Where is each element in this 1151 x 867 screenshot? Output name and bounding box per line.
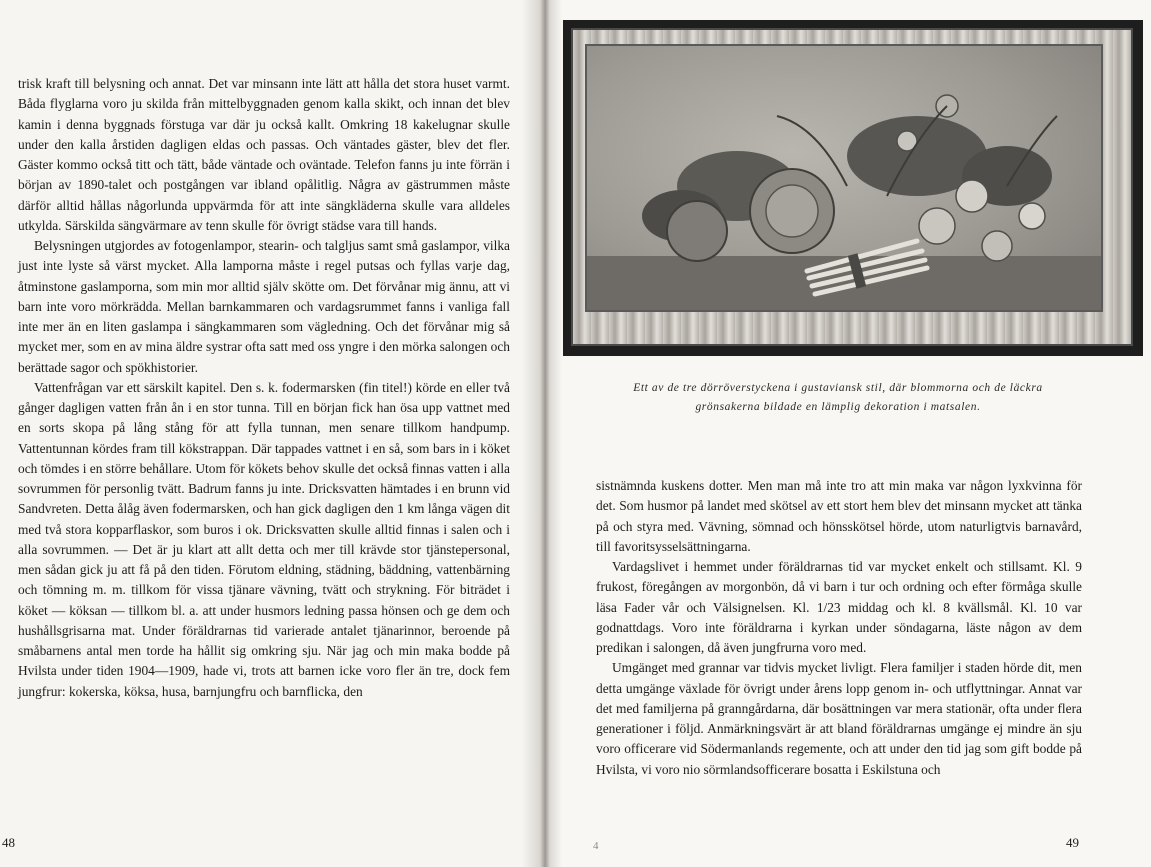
page-number-left: 48 [2,835,15,850]
paragraph: Vardagslivet i hemmet under föräldrarnas tid var mycket enkelt och stillsamt. Kl. 9 frukost, föregången av morgonbön, då vi barn i tur och ordning och efter förmåga skulle läsa Fader vår och Välsignelsen. Kl. 1/23 middag och kl. 8 kvällsmål. Kl. 10 var godnattdags. Voro inte föräldrarna i kyrkan under söndagarna, läste någon av dem predikan i salongen, då även jungfrurna voro med. [596,559,1082,655]
signature-mark: 4 [593,840,599,852]
page-number-right: 49 [1066,835,1079,850]
still-life-illustration [587,46,1101,310]
paragraph: sistnämnda kuskens dotter. Men man må inte tro att min maka var någon lyxkvinna för det. Som husmor på landet med skötsel av ett stort hem blev det minsann mycket att tänka på och styra med. Vävning, sömnad och hönsskötsel hörde, utom naturligtvis barnavård, till favoritsysselsättningarna. [596,478,1082,554]
paragraph: trisk kraft till belysning och annat. Det var minsann inte lätt att hålla det stora huset varmt. Båda flyglarna voro ju skilda från mittelbyggnaden genom kalla skikt, och innan det blev kamin i denna byggnads förstuga var där ju också kallt. Omkring 18 kakelugnar skulle under den kalla årstiden dagligen eldas och passas. Och väntades gäster, blev det fler. Gäster kommo också titt och tätt, både väntade och oväntade. Telefon fanns ju inte förrän i början av 1890-talet och postgången var ibland opålitlig. Några av gästrummen måste därför alltid hållas någorlunda uppvärmda för att inte sängkläderna skulle vara alldeles utkylda. Särskilda sängvärmare av tenn skulle för övrigt städse vara till hands. [18,76,510,233]
book-gutter [522,0,562,867]
still-life-canvas [585,44,1103,312]
paragraph: Belysningen utgjordes av fotogenlampor, stearin- och talgljus samt små gaslampor, vilka just inte lyste så värst mycket. Alla lamporna måste i regel putsas och fyllas varje dag, åtminstone gaslamporna, som min mor alltid själv skötte om. Det förvånar mig ännu, att vi barn inte voro mörkrädda. Mellan barnkammaren och vardagsrummet fanns i vanliga fall inte mer än en liten gaslampa i sängkammaren som vägledning. Och det förvånar mig så mycket mer, som en av mina äldre systrar ofta satt med oss yngre i den mörka salongen och berättade sagor och spökhistorier. [18,238,510,375]
right-page-text [596,476,1082,780]
image-caption: Ett av de tre dörröverstyckena i gustaviansk stil, där blommorna och de läckra grönsakerna bildade en lämplig dekoration i matsalen. [633,382,1043,413]
paragraph: Vattenfrågan var ett särskilt kapitel. Den s. k. fodermarsken (fin titel!) körde en eller två gånger dagligen vatten från ån i en stor tunna. Till en början fick han ösa upp vattnet med en sorts skopa på lång stång för att fylla tunnan, men senare tillkom handpump. Vattentunnan kördes fram till kökstrappan. Där tappades vattnet i en så, som bars in i köket och tömdes i en större behållare. Utom för kökets behov skulle det också finnas vatten i alla sovrummen för personlig tvätt. Badrum fanns ju inte. Dricksvatten hämtades i en brunn vid Sandvreten. Detta ålåg även fodermarsken, och han gick dagligen den 1 km långa vägen dit med två stora kopparflaskor, som buros i ok. Dricksvatten skulle alltid finnas i salen och i alla sovrummen. — Det är ju klart att allt detta och mer till krävde stor tjänstepersonal, men sådan gick ju att få på den tiden. Förutom eldning, städning, bäddning, vattenbärning och tömning m. m. tillkom för vissa tjänare vävning, tvätt och strykning. För biträdet i köket — köksan — tillkom bl. a. att under husmors ledning passa hönsen och ge dem och hushållsgrisarna mat. Under föräldrarnas tid varierade antalet tjänarinnor, beroende på småbarnens antal men torde ha hållit sig omkring sju. När jag och min maka bodde på Hvilsta under tiden 1904—1909, hade vi, trots att barnen icke voro fler än tre, dock fem jungfrur: kokerska, köksa, husa, barnjungfru och barnflicka, den [18,379,510,699]
painting-photo [563,20,1143,356]
paragraph: Umgänget med grannar var tidvis mycket livligt. Flera familjer i staden hörde dit, men detta umgänge växlade för övrigt under årens lopp genom in- och utflyttningar. Annat var det med familjerna på granngårdarna, där bosättningen var mera stationär, ofta under flera generationer i följd. Anmärkningsvärt är att bland föräldrarnas umgänge ej mindre än sju voro officerare vid Södermanlands regemente, och att under den tid jag som gift bodde på Hvilsta, vi voro nio sörmlandsofficerare bosatta i Eskilstuna och [596,660,1082,777]
left-page-text [18,74,510,702]
